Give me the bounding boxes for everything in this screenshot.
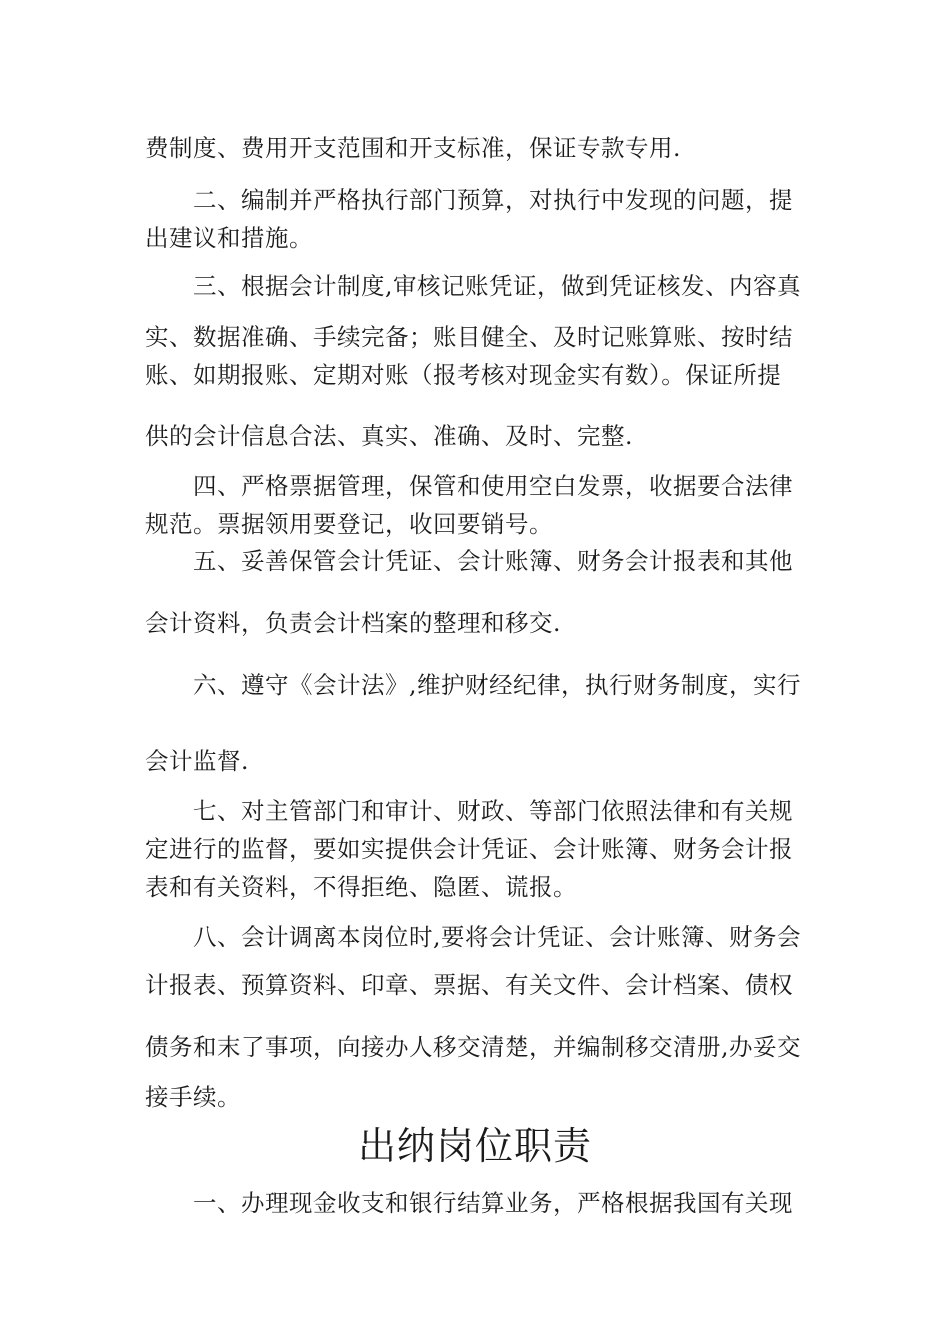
text-line: 债务和末了事项，向接办人移交清楚，并编制移交清册,办妥交 bbox=[145, 1033, 801, 1061]
text-line: 四、严格票据管理，保管和使用空白发票，收据要合法律 bbox=[193, 472, 793, 500]
text-line: 定进行的监督，要如实提供会计凭证、会计账簿、财务会计报 bbox=[145, 835, 793, 863]
text-line: 费制度、费用开支范围和开支标准，保证专款专用. bbox=[145, 134, 681, 162]
text-line: 供的会计信息合法、真实、准确、及时、完整. bbox=[145, 422, 633, 450]
text-line: 五、妥善保管会计凭证、会计账簿、财务会计报表和其他 bbox=[193, 547, 793, 575]
text-line: 账、如期报账、定期对账（报考核对现金实有数）。保证所提 bbox=[145, 361, 782, 389]
text-line: 实、数据准确、手续完备；账目健全、及时记账算账、按时结 bbox=[145, 323, 793, 351]
section-title: 出纳岗位职责 bbox=[357, 1124, 592, 1168]
text-line: 表和有关资料，不得拒绝、隐匿、谎报。 bbox=[145, 873, 577, 901]
text-line: 计报表、预算资料、印章、票据、有关文件、会计档案、债权 bbox=[145, 971, 793, 999]
text-line: 六、遵守《会计法》,维护财经纪律，执行财务制度，实行 bbox=[193, 671, 801, 699]
text-line: 二、编制并严格执行部门预算，对执行中发现的问题，提 bbox=[193, 186, 793, 214]
text-line: 接手续。 bbox=[145, 1083, 241, 1111]
text-line: 出建议和措施。 bbox=[145, 224, 313, 252]
text-line: 八、会计调离本岗位时,要将会计凭证、会计账簿、财务会 bbox=[193, 923, 801, 951]
text-line: 七、对主管部门和审计、财政、等部门依照法律和有关规 bbox=[193, 797, 793, 825]
text-line: 三、根据会计制度,审核记账凭证，做到凭证核发、内容真 bbox=[193, 272, 801, 300]
text-line: 一、办理现金收支和银行结算业务，严格根据我国有关现 bbox=[193, 1189, 793, 1217]
text-line: 会计资料，负责会计档案的整理和移交. bbox=[145, 609, 561, 637]
text-line: 会计监督. bbox=[145, 747, 249, 775]
text-line: 规范。票据领用要登记，收回要销号。 bbox=[145, 510, 553, 538]
